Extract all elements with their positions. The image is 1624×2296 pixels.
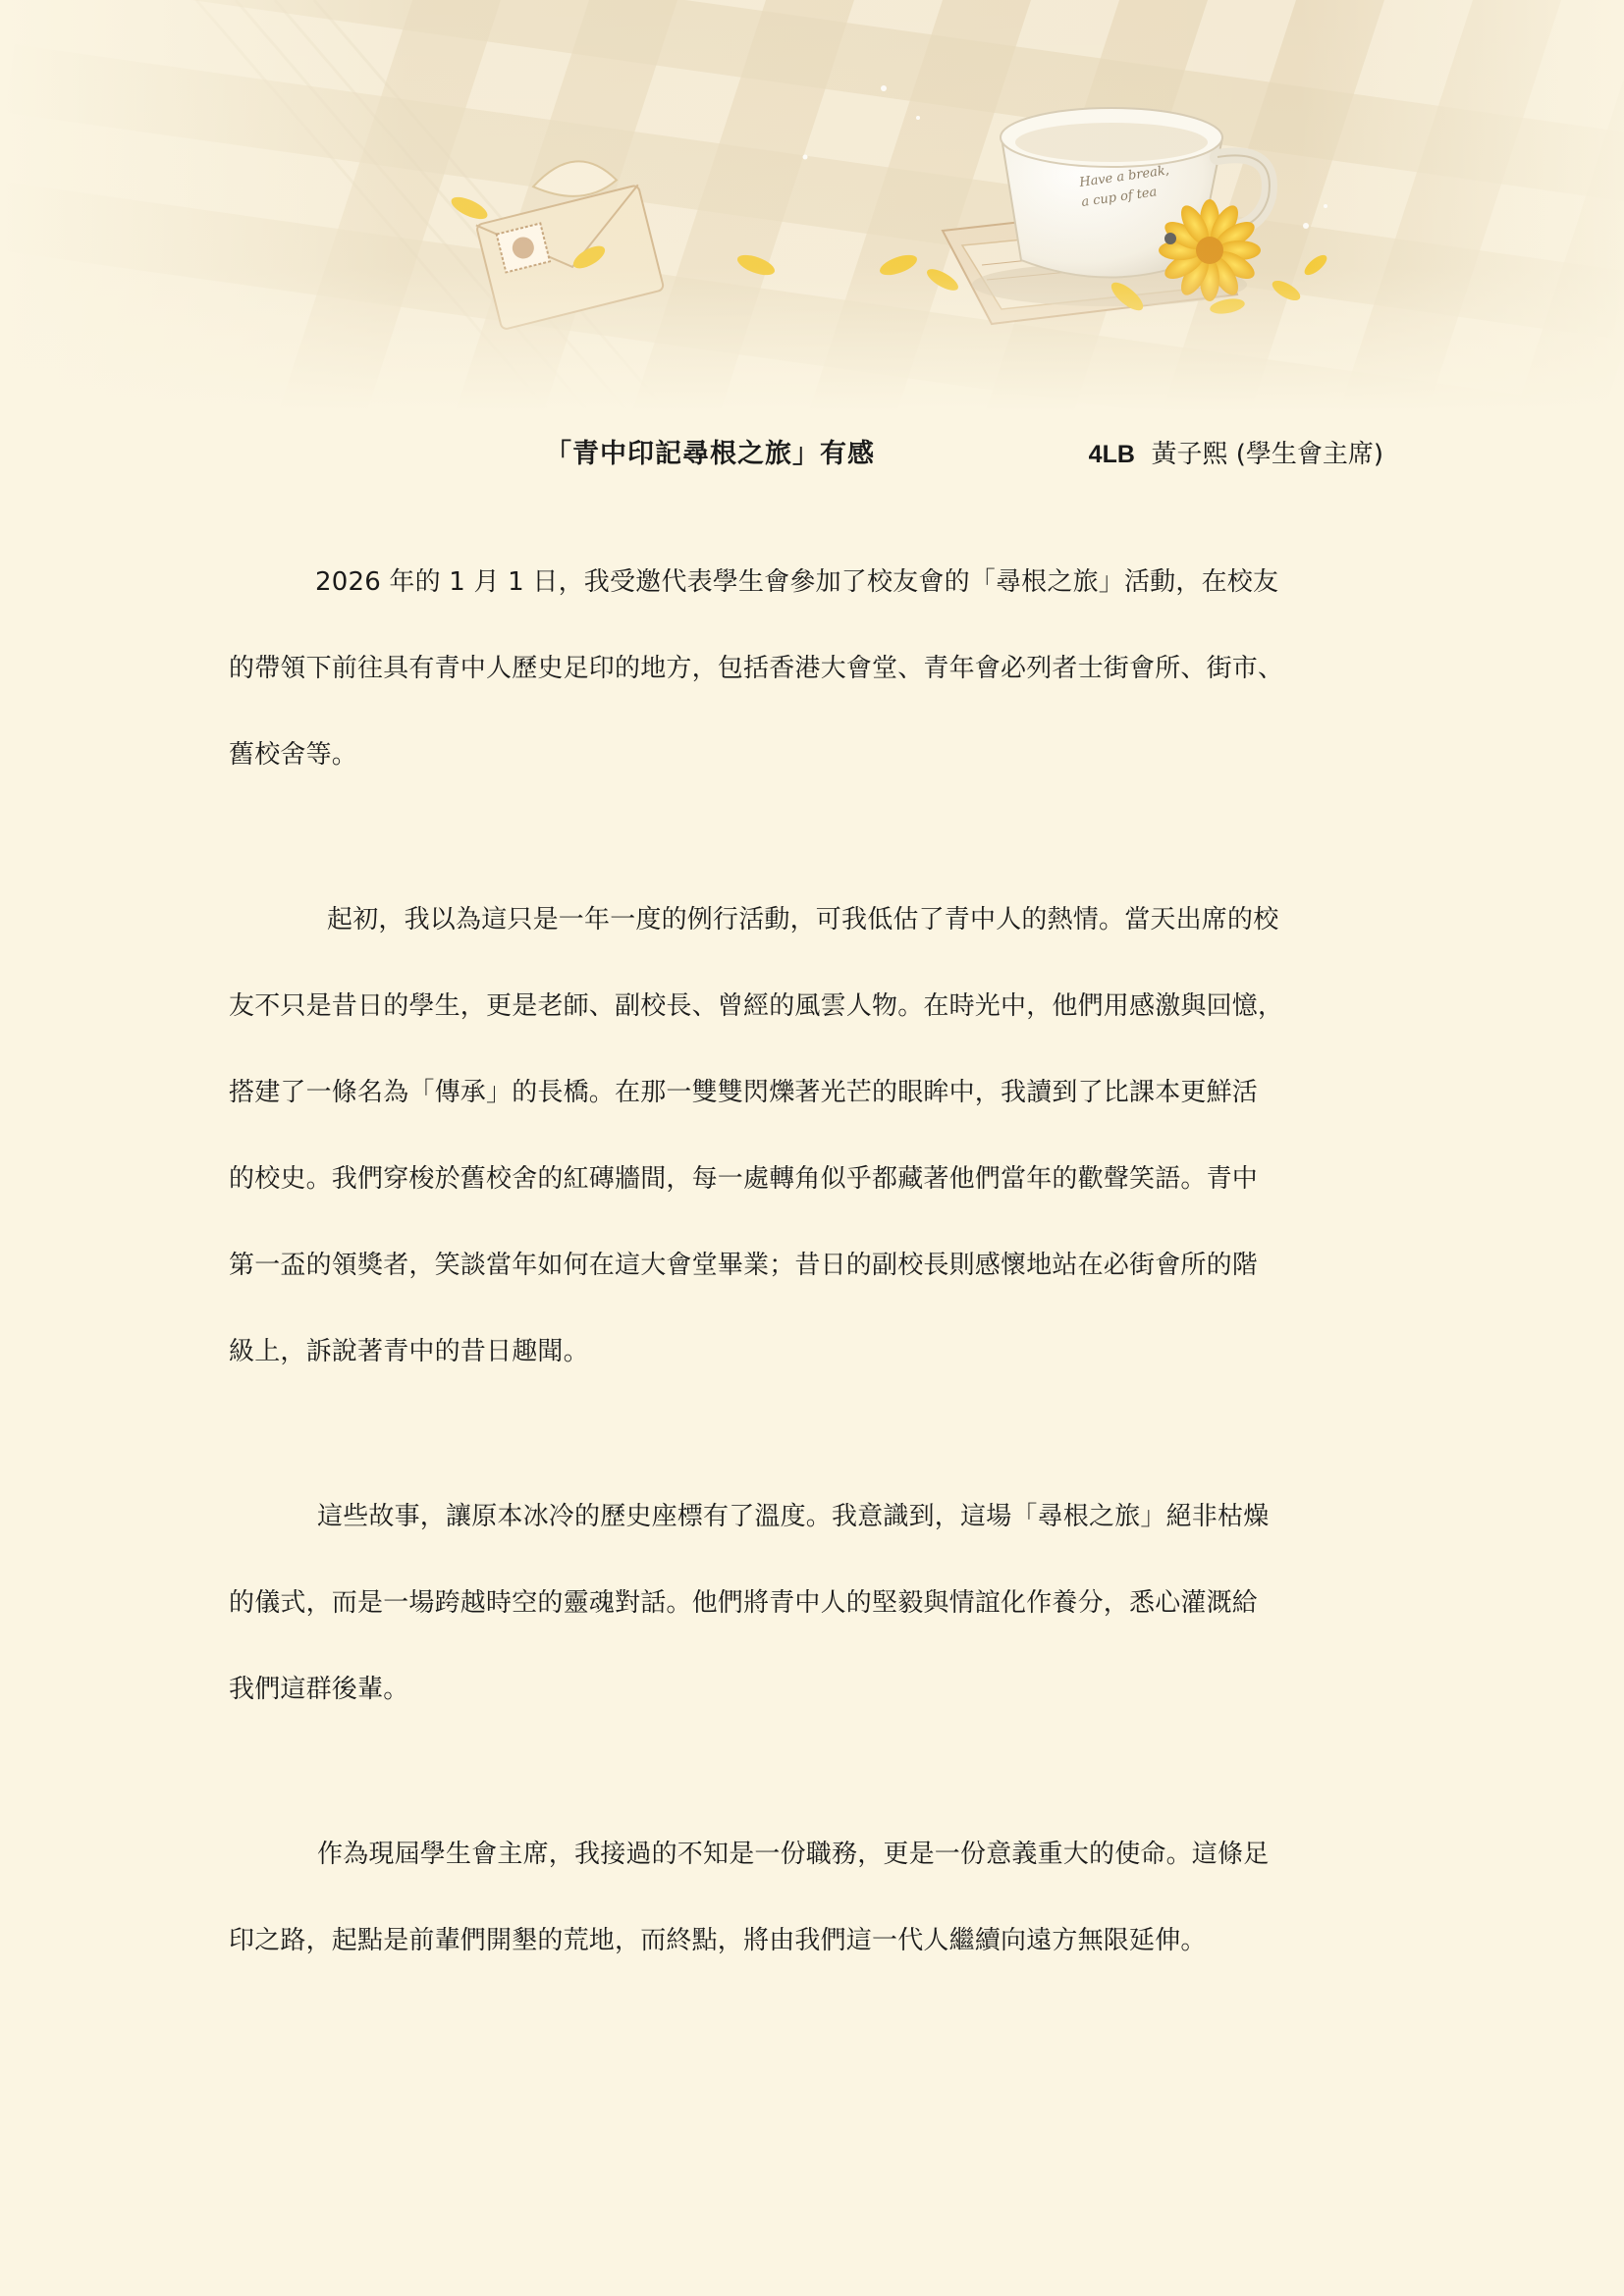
paragraph-2 (229, 893, 1387, 1412)
text-line: 我們這群後輩。 (229, 1675, 409, 1704)
text-line: 的校史。我們穿梭於舊校舍的紅磚牆間，每一處轉角似乎都藏著他們當年的歡聲笑語。青中 (229, 1164, 1259, 1194)
author-byline (1089, 434, 1383, 470)
paragraph-1 (229, 556, 1387, 815)
text-line: 的帶領下前往具有青中人歷史足印的地方，包括香港大會堂、青年會必列者士街會所、街市、 (229, 654, 1284, 683)
text-line: 友不只是昔日的學生，更是老師、副校長、曾經的風雲人物。在時光中，他們用感激與回憶， (229, 991, 1284, 1021)
text-line: 第一盃的領獎者，笑談當年如何在這大會堂畢業；昔日的副校長則感懷地站在必街會所的階 (229, 1251, 1259, 1280)
text-line: 起初，我以為這只是一年一度的例行活動，可我低估了青中人的熱情。當天出席的校 (327, 905, 1279, 934)
text-line: 的儀式，而是一場跨越時空的靈魂對話。他們將青中人的堅毅與情誼化作養分，悉心灌溉給 (229, 1588, 1259, 1618)
header-illustration (0, 0, 1624, 412)
paragraph-4 (229, 1828, 1387, 2001)
author-class: 4LB (1088, 441, 1135, 468)
title-line (0, 432, 1624, 481)
text-line: 印之路，起點是前輩們開墾的荒地，而終點，將由我們這一代人繼續向遠方無限延伸。 (229, 1926, 1207, 1955)
article-body (229, 556, 1387, 2001)
text-line: 這些故事，讓原本冰冷的歷史座標有了溫度。我意識到，這場「尋根之旅」絕非枯燥 (317, 1502, 1270, 1531)
text-line: 搭建了一條名為「傳承」的長橋。在那一雙雙閃爍著光芒的眼眸中，我讀到了比課本更鮮活 (229, 1078, 1259, 1107)
author-name: 黃子熙 (學生會主席) (1151, 440, 1383, 469)
text-line: 作為現屆學生會主席，我接過的不知是一份職務，更是一份意義重大的使命。這條足 (317, 1840, 1270, 1869)
text-line: 級上，訴說著青中的昔日趣聞。 (229, 1337, 589, 1366)
text-line: 舊校舍等。 (229, 740, 358, 770)
text-line: 2026 年的 1 月 1 日，我受邀代表學生會參加了校友會的「尋根之旅」活動，在校友 (315, 567, 1279, 597)
paragraph-3 (229, 1490, 1387, 1749)
article-title: 「青中印記尋根之旅」有感 (545, 439, 875, 469)
